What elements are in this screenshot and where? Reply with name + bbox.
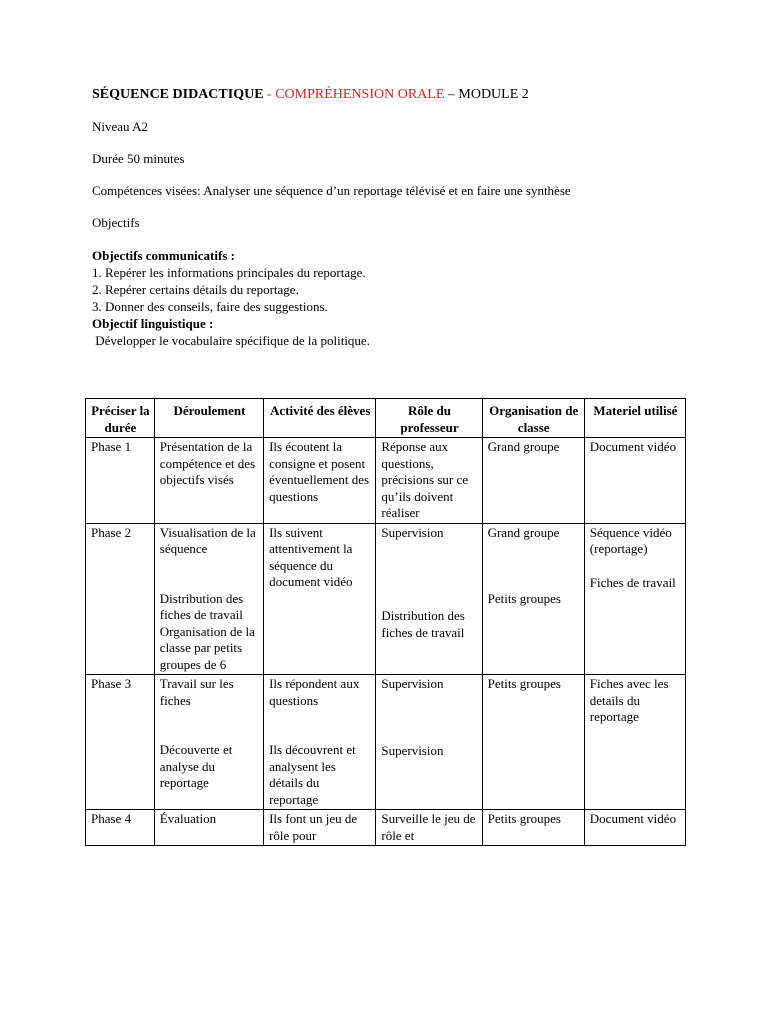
organisation-cell: Petits groupes xyxy=(482,675,584,810)
spacer xyxy=(488,541,580,591)
objectifs-heading: Objectifs xyxy=(92,215,140,230)
organisation-cell xyxy=(482,523,584,675)
organisation-cell: Petits groupes xyxy=(482,810,584,846)
title-red: - COMPRÉHENSION ORALE xyxy=(263,87,445,102)
role-b: Supervision xyxy=(381,742,444,758)
deroulement-b: Distribution des fiches de travail Organisation de la classe par petits groupes de 6 xyxy=(159,590,255,672)
sequence-table xyxy=(85,398,686,846)
spacer xyxy=(381,541,477,608)
deroulement-a: Visualisation de la séquence xyxy=(159,524,256,556)
title-bold: SÉQUENCE DIDACTIQUE xyxy=(92,87,264,102)
role-cell: Réponse aux questions, précisions sur ce qu’ils doivent réaliser xyxy=(376,438,482,524)
objectifs-communicatifs-heading: Objectifs communicatifs : xyxy=(92,248,235,263)
deroulement-a: Travail sur les fiches xyxy=(159,676,234,708)
header-duree: Préciser la durée xyxy=(86,399,155,438)
materiel-cell: Fiches avec les details du reportage xyxy=(584,675,685,810)
spacer xyxy=(160,709,259,742)
deroulement-cell: Présentation de la compétence et des objectifs visés xyxy=(154,438,263,524)
table-row xyxy=(86,438,686,524)
organisation-a: Grand groupe xyxy=(487,524,560,540)
objectif-item: 1. Repérer les informations principales du reportage. xyxy=(92,265,366,280)
activite-a: Ils répondent aux questions xyxy=(269,676,360,708)
phase-cell: Phase 4 xyxy=(86,810,155,846)
deroulement-b: Découverte et analyse du reportage xyxy=(159,742,233,790)
objectif-item: 3. Donner des conseils, faire des suggestions. xyxy=(92,299,328,314)
objectif-item: 2. Repérer certains détails du reportage. xyxy=(92,282,299,297)
objectif-linguistique-text: Développer le vocabulaire spécifique de la politique. xyxy=(92,333,370,348)
header-role: Rôle du professeur xyxy=(376,399,482,438)
document-page xyxy=(92,86,692,349)
activite-cell: Ils suivent attentivement la séquence du document vidéo xyxy=(264,523,376,675)
materiel-cell xyxy=(584,523,685,675)
header-materiel: Materiel utilisé xyxy=(584,399,685,438)
organisation-cell: Grand groupe xyxy=(482,438,584,524)
spacer xyxy=(269,709,371,742)
role-a: Supervision xyxy=(381,676,444,691)
phase-cell: Phase 2 xyxy=(86,523,155,675)
role-cell xyxy=(376,675,482,810)
organisation-b: Petits groupes xyxy=(487,591,561,606)
phase-cell: Phase 3 xyxy=(86,675,155,810)
materiel-cell: Document vidéo xyxy=(584,810,685,846)
spacer xyxy=(160,558,259,591)
objectif-linguistique-heading: Objectif linguistique : xyxy=(92,316,214,331)
activite-b: Ils découvrent et analysent les détails du reportage xyxy=(269,742,356,807)
deroulement-cell xyxy=(154,523,263,675)
materiel-cell: Document vidéo xyxy=(584,438,685,524)
phase-cell: Phase 1 xyxy=(86,438,155,524)
spacer xyxy=(590,558,681,575)
duree-line: Durée 50 minutes xyxy=(92,151,185,166)
header-deroulement: Déroulement xyxy=(154,399,263,438)
activite-cell xyxy=(264,675,376,810)
role-b: Distribution des fiches de travail xyxy=(381,608,465,640)
deroulement-cell: Évaluation xyxy=(154,810,263,846)
role-cell xyxy=(376,523,482,675)
materiel-b: Fiches de travail xyxy=(589,574,676,590)
header-activite: Activité des élèves xyxy=(264,399,376,438)
materiel-a: Séquence vidéo (reportage) xyxy=(589,524,672,556)
niveau-line: Niveau A2 xyxy=(92,119,148,134)
table-row xyxy=(86,810,686,846)
table-row xyxy=(86,675,686,810)
spacer xyxy=(381,693,477,743)
title-rest: – MODULE 2 xyxy=(444,87,529,102)
deroulement-cell xyxy=(154,675,263,810)
activite-cell: Ils font un jeu de rôle pour xyxy=(264,810,376,846)
document-title xyxy=(92,86,692,103)
header-organisation: Organisation de classe xyxy=(482,399,584,438)
role-cell: Surveille le jeu de rôle et xyxy=(376,810,482,846)
table-row xyxy=(86,523,686,675)
competences-line: Compétences visées: Analyser une séquence d’un reportage télévisé et en faire une synthèse xyxy=(92,183,571,198)
role-a: Supervision xyxy=(381,524,444,540)
table-header-row xyxy=(86,399,686,438)
activite-cell: Ils écoutent la consigne et posent éventuellement des questions xyxy=(264,438,376,524)
